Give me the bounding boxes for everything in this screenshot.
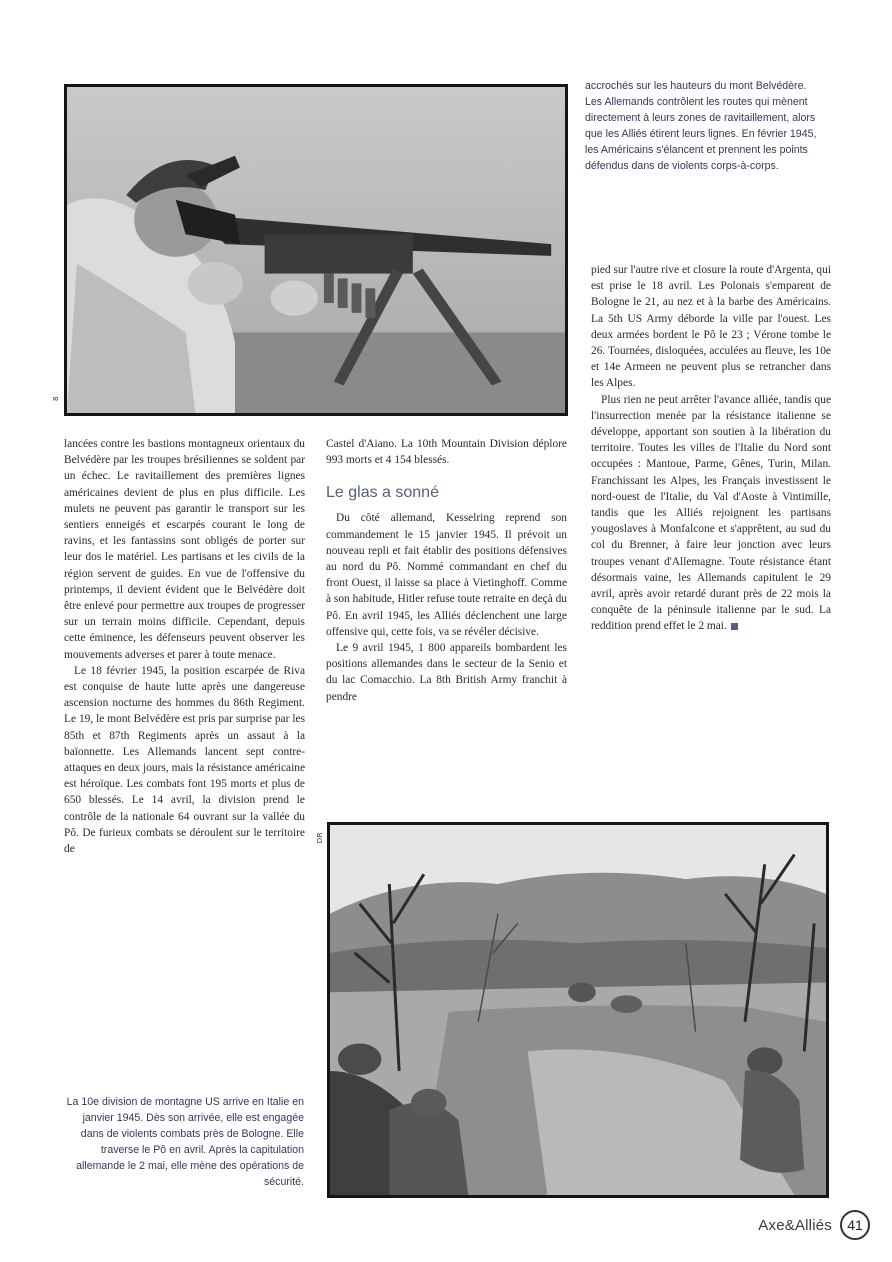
photo-credit-bottom: DR: [316, 832, 324, 844]
photo-machine-gunner-image: [67, 87, 565, 413]
column-middle-paragraph-1: Castel d'Aiano. La 10th Mountain Division déplore 993 morts et 4 154 blessés.: [326, 438, 567, 467]
photo-soldiers-trench-image: [330, 825, 826, 1195]
section-heading: Le glas a sonné: [326, 484, 439, 502]
end-mark-icon: [731, 623, 738, 630]
column-right-paragraph-2: Plus rien ne peut arrêter l'avance alliée, tandis que l'insurrection menée par la résistance italienne se développe, apportant son soutien à la libération du territoire. Toutes les villes de l'Italie du Nord sont occupées : Mantoue, Parme, Gênes, Turin, Milan. Franchissant les Alpes, les Français investissent le nord-ouest de l'Italie, du Val d'Aoste à Vintimille, tandis que les Alliés rejoignent les partisans yougoslaves à Monfalcone et s'apprêtent, au sud du col du Brenner, à faire leur jonction avec leurs troupes venant d'Allemagne. Toute résistance étant désormais vaine, les Allemands capitulent le 29 avril, après avoir retardé durant près de 22 mois la conquête de la péninsule italienne par le sud. La reddition prend effet le 2 mai.: [591, 393, 831, 633]
photo-machine-gunner: [64, 84, 568, 416]
column-right-paragraph-1: pied sur l'autre rive et closure la route d'Argenta, qui est prise le 18 avril. Les Polonais s'emparent de Bologne le 21, au nez et à la barbe des Américains. La 5th US Army déborde la ville par l'ouest. Les deux armées bordent le Pô le 23 ; Vérone tombe le 26. Tournées, disloquées, acculées au fleuve, les 10e et 14e Armeen ne peuvent plus se retrancher dans les Alpes.: [591, 264, 831, 390]
column-middle: [326, 436, 567, 705]
photo-soldiers-trench: [327, 822, 829, 1198]
column-middle-paragraph-2: Du côté allemand, Kesselring reprend son commandement le 15 janvier 1945. Il prévoit un nouveau repli et fait établir des positions défensives au nord du Pô. Nommé commandant en chef du front Ouest, il laisse sa place à Vietinghoff. Comme à son habitude, Hitler refuse toute retraite en deçà du Pô. En avril 1945, les Alliés déclenchent une large offensive qui, cette fois, va se révéler décisive.: [326, 512, 567, 638]
magazine-name: Axe&Alliés: [758, 1216, 832, 1234]
page-footer: [758, 1210, 870, 1240]
column-left-paragraph-1: lancées contre les bastions montagneux orientaux du Belvédère par les troupes brésiliennes se soldent par un échec. Le ravitaillement des premières lignes américaines devient de plus en plus difficile. Les mulets ne peuvent pas garantir le transport sur les sentiers enneigés et escarpés courant le long de ravins, et les fantassins sont obligés de porter sur leur dos le matériel. Les partisans et les civils de la région servent de guides. En vue de l'offensive du printemps, il devient évident que le Belvédère doit être enlevé pour permettre aux troupes de progresser sur un terrain moins difficile. Cependant, depuis cette éminence, les défenseurs peuvent observer les mouvements adverses et parer à toute menace.: [64, 438, 305, 661]
column-left-paragraph-2: Le 18 février 1945, la position escarpée de Riva est conquise de haute lutte après une dangereuse ascension nocturne des hommes du 86th Regiment. Le 19, le mont Belvédère est pris par surprise par les 85th et 87th Regiments après un assaut à la baïonnette. Les Allemands lancent sept contre-attaques en deux jours, mais la résistance américaine est héroïque. Les combats font 195 morts et plus de 650 blessés. Le 14 avril, la division prend le contrôle de la nationale 64 ouvrant sur la vallée du Pô. De furieux combats se déroulent sur le territoire de: [64, 664, 305, 856]
caption-top: accrochés sur les hauteurs du mont Belvédère. Les Allemands contrôlent les routes qui mènent directement à leurs zones de ravitaillement, alors que les Alliés étirent leurs lignes. En février 1945, les Américains s'élancent et prennent les points défendus dans de violents corps-à-corps.: [585, 80, 817, 173]
photo-credit-top: 8: [52, 396, 60, 401]
column-left: [64, 436, 305, 857]
caption-bottom: La 10e division de montagne US arrive en Italie en janvier 1945. Dès son arrivée, elle est engagée dans de violents combats près de Bologne. Elle traverse le Pô en avril. Après la capitulation allemande le 2 mai, elle mène des opérations de sécurité.: [66, 1096, 304, 1189]
column-middle-paragraph-3: Le 9 avril 1945, 1 800 appareils bombardent les positions allemandes dans le secteur de la Senio et du lac Comacchio. La 8th British Army franchit à pendre: [326, 642, 567, 703]
page-number: 41: [840, 1210, 870, 1240]
column-right: [591, 262, 831, 635]
